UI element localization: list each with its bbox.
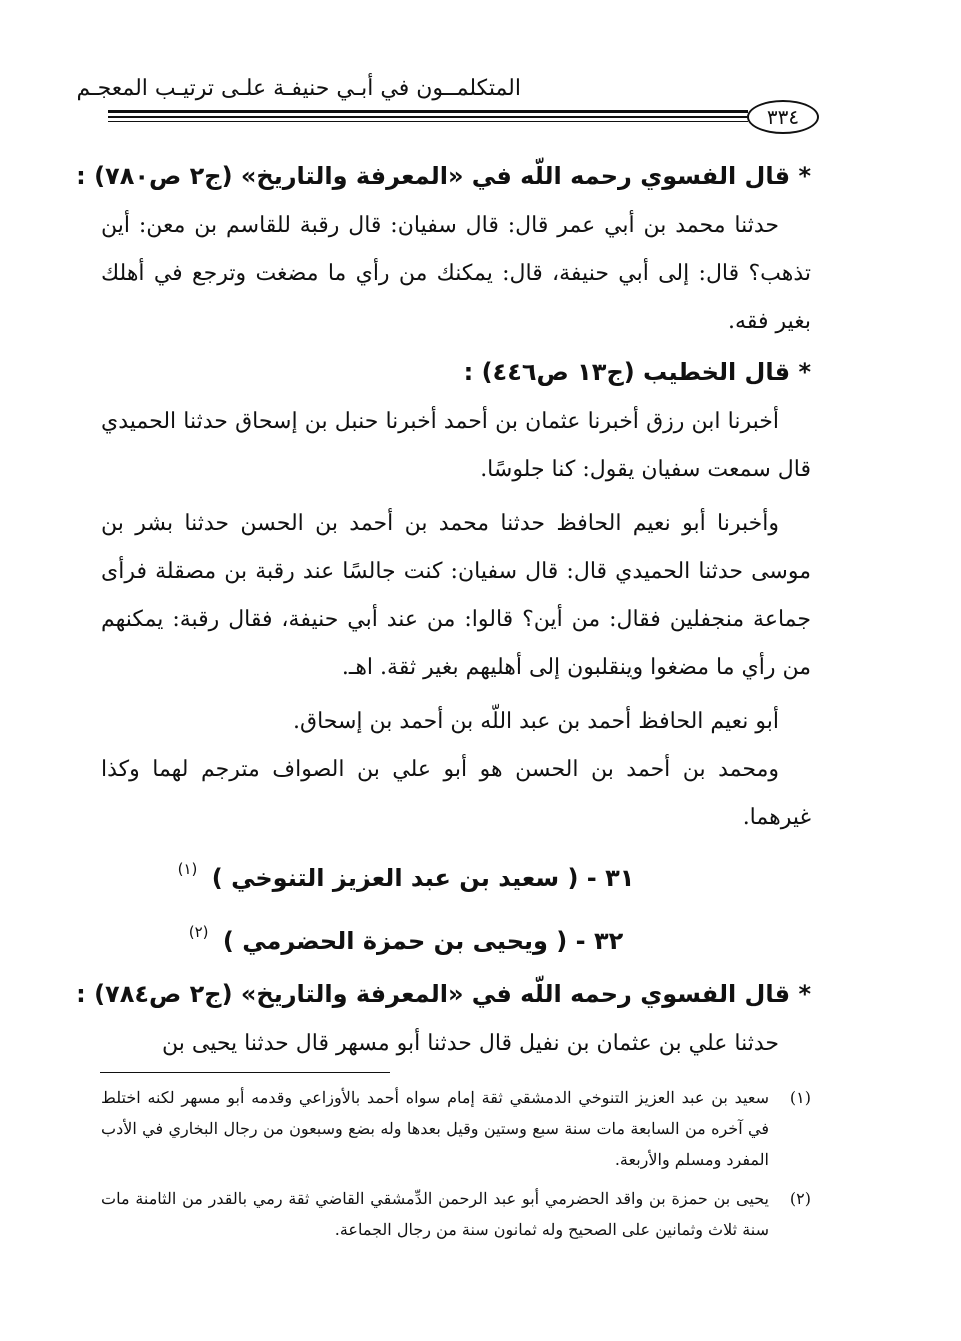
footnote-1-number: (١) (789, 1088, 811, 1107)
paragraph-riwaya-4: حدثنا علي بن عثمان بن نفيل قال حدثنا أبو مسهر قال حدثنا يحيى بن (162, 1031, 779, 1056)
footnote-1 (101, 1082, 811, 1175)
footnote-2-number: (٢) (789, 1189, 811, 1208)
section-heading-fasawi-1: * قال الفسوي رحمه اللّه في «المعرفة والتاريخ» (ج٢ ص٧٨٠) : (76, 162, 811, 190)
header-rule (108, 110, 748, 126)
header-rule-middle-line (108, 116, 748, 118)
paragraph-riwaya-2: أخبرنا ابن رزق أخبرنا عثمان بن أحمد أخبرنا حنبل بن إسحاق حدثنا الحميدي قال سمعت سفيان يقول: كنا جلوسًا. (101, 409, 811, 482)
paragraph-note-ibn-sawwaf: ومحمد بن أحمد بن الحسن هو أبو علي بن الصواف مترجم لهما وكذا غيرهما. (101, 757, 811, 830)
header-rule-thick-line (108, 110, 748, 113)
section-heading-fasawi-2: * قال الفسوي رحمه اللّه في «المعرفة والتاريخ» (ج٢ ص٧٨٤) : (76, 980, 811, 1008)
footnotes (101, 1082, 811, 1253)
entry-32 (101, 905, 811, 968)
paragraph-note-abu-nuaym: أبو نعيم الحافظ أحمد بن عبد اللّه بن أحمد بن إسحاق. (293, 709, 779, 734)
footnote-2-text: يحيى بن حمزة بن واقد الحضرمي أبو عبد الرحمن الدِّمشقي القاضي ثقة رمي بالقدر من الثامنة مات سنة ثلاث وثمانين على الصحيح وله ثمانون سنة من رجال الجماعة. (101, 1189, 769, 1239)
footnote-ref-2: (٢) (188, 923, 209, 941)
section-heading-khatib: * قال الخطيب (ج١٣ ص٤٤٦) : (463, 358, 811, 386)
header-rule-thin-line (108, 121, 748, 122)
page-number: ٣٣٤ (747, 100, 819, 134)
running-title: المتكلمــون في أبـي حنيفـة علـى ترتيـب المعجـم (76, 76, 521, 101)
main-text (76, 150, 811, 1068)
entry-31-title: ٣١ - ( سعيد بن عبد العزيز التنوخي ) (211, 864, 635, 892)
entry-31 (101, 842, 811, 905)
paragraph-riwaya-3: وأخبرنا أبو نعيم الحافظ حدثنا محمد بن أحمد بن الحسن حدثنا بشر بن موسى حدثنا الحميدي قال: قال سفيان: كنت جالسًا عند رقبة بن مصقلة فرأى جماعة منجفلين فقال: من أين؟ قالوا: من عند أبي حنيفة، فقال رقبة: يمكنهم من رأي ما مضغوا وينقلبون إلى أهليهم بغير ثقة. اهـ. (101, 511, 811, 680)
footnote-1-text: سعيد بن عبد العزيز التنوخي الدمشقي ثقة إمام سواه أحمد بالأوزاعي وقدمه أبو مسهر لكنه اختلط في آخره من السابعة مات سنة سبع وستين وقيل بعدها وله بضع وسبعون من رجال البخاري في الأدب المفرد ومسلم والأربعة. (101, 1088, 769, 1169)
footnote-2 (101, 1183, 811, 1245)
footnote-separator (100, 1072, 390, 1073)
footnote-ref-1: (١) (177, 860, 198, 878)
paragraph-riwaya-1: حدثنا محمد بن أبي عمر قال: قال سفيان: قال رقبة للقاسم بن معن: أين تذهب؟ قال: إلى أبي حنيفة، قال: يمكنك من رأي ما مضغت وترجع في أهلك بغير فقه. (101, 213, 811, 334)
entry-32-title: ٣٢ - ( ويحيى بن حمزة الحضرمي ) (222, 927, 624, 955)
